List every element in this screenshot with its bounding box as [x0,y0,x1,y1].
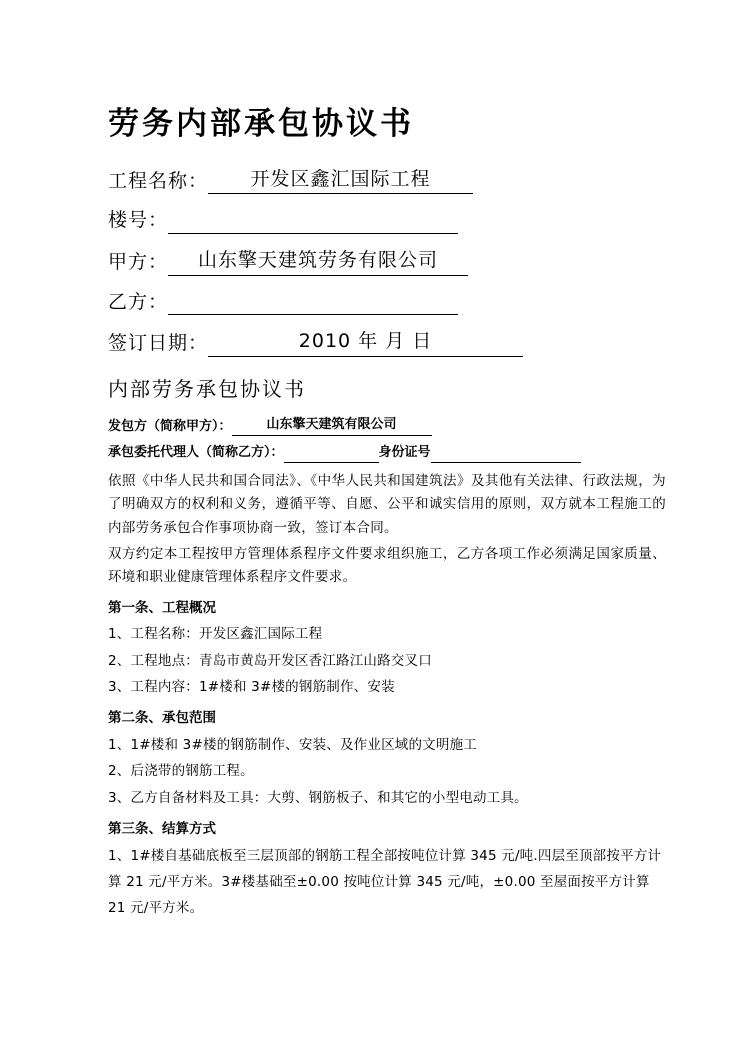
field-value[interactable]: 开发区鑫汇国际工程 [208,166,473,195]
list-item: 2、后浇带的钢筋工程。 [108,763,254,780]
sub-title: 内部劳务承包协议书 [108,376,306,401]
paragraph-management: 双方约定本工程按甲方管理体系程序文件要求组织施工，乙方各项工作必须满足国家质量、环境和职业健康管理体系程序文件要求。 [108,545,666,586]
section-heading-3: 第三条、结算方式 [108,821,216,837]
field-project-name [108,166,666,195]
field-value[interactable]: 山东擎天建筑劳务有限公司 [168,247,468,276]
field-label: 甲方： [108,250,169,273]
list-item: 1、1#楼和 3#楼的钢筋制作、安装、及作业区域的文明施工 [108,737,477,754]
list-item: 2、工程地点：青岛市黄岛开发区香江路江山路交叉口 [108,652,432,669]
party-a-label: 发包方（简称甲方）： [108,418,232,434]
section-heading-1: 第一条、工程概况 [108,599,216,616]
field-building-no [108,207,666,234]
field-label: 工程名称： [108,169,209,192]
field-label: 乙方： [108,290,169,313]
paragraph-intro: 依照《中华人民共和国合同法》、《中华人民共和国建筑法》及其他有关法律、行政法规，为了明确双方的权利和义务，遵循平等、自愿、公平和诚实信用的原则，双方就本工程施工的内部劳务承包合作事项协商一致，签订本合同。 [108,472,666,536]
section-heading-2: 第二条、承包范围 [108,710,216,727]
party-b-value[interactable] [284,447,379,463]
party-b-line [108,443,666,463]
field-party-a [108,247,666,276]
field-sign-date [108,328,666,357]
party-a-line [108,415,666,437]
list-item: 3、乙方自备材料及工具：大剪、钢筋板子、和其它的小型电动工具。 [108,789,528,806]
party-b-id-value[interactable] [431,447,581,463]
list-item: 3、工程内容：1#楼和 3#楼的钢筋制作、安装 [108,679,395,696]
field-value[interactable] [168,293,458,315]
party-a-value[interactable]: 山东擎天建筑有限公司 [232,415,432,437]
party-b-label: 承包委托代理人（简称乙方）： [108,445,284,461]
field-value[interactable] [168,212,458,234]
field-label: 楼号： [108,209,169,232]
field-value[interactable]: 2010 年 月 日 [208,328,523,357]
party-b-id-label: 身份证号 [378,445,431,461]
field-label: 签订日期： [108,332,209,355]
field-party-b [108,289,666,316]
list-item: 1、1#楼自基础底板至三层顶部的钢筋工程全部按吨位计算 345 元/吨.四层至顶部按平方计算 21 元/平方米。3#楼基础至±0.00 按吨位计算 345 元/吨，±0.00 至屋面按平方计算 21 元/平方米。 [108,847,662,917]
page-title: 劳务内部承包协议书 [108,106,414,142]
list-item: 1、工程名称：开发区鑫汇国际工程 [108,626,323,643]
